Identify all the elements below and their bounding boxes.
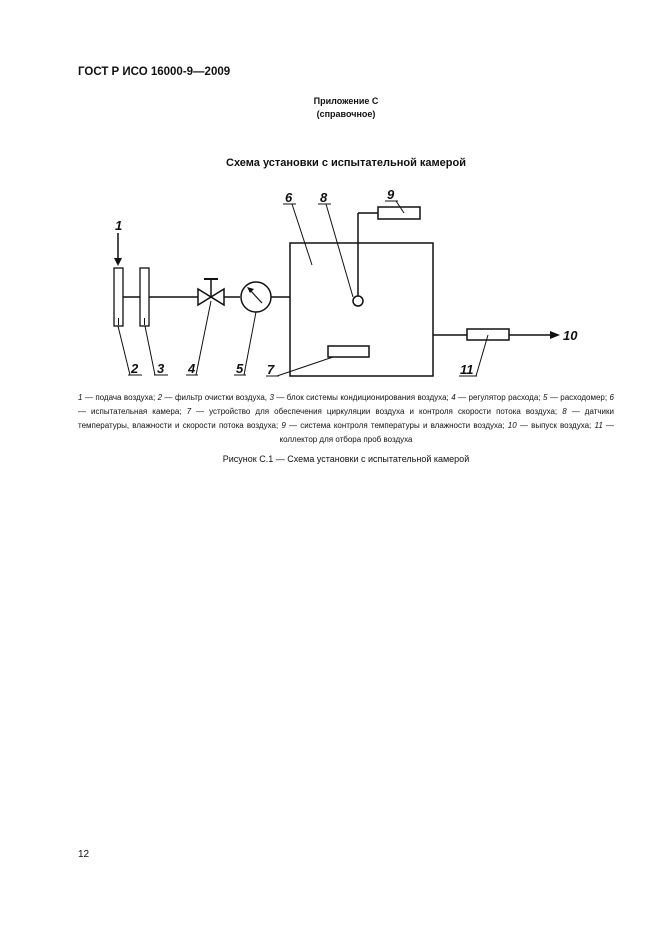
document-header: ГОСТ Р ИСО 16000-9—2009: [78, 66, 231, 78]
legend-item: 10 — выпуск воздуха;: [507, 421, 595, 430]
sensors: [353, 296, 363, 306]
air-conditioning-unit: [140, 268, 149, 326]
annex-title: Приложение С: [313, 96, 379, 106]
flowmeter-needle-tip: [247, 287, 254, 293]
legend-item: 3 — блок системы кондиционирования воздуха;: [269, 393, 452, 402]
setup-diagram: [0, 0, 661, 400]
legend-item: 9 — система контроля температуры и влажности воздуха;: [281, 421, 508, 430]
label-2: 2: [131, 361, 139, 376]
legend-item: 8 — датчики температуры, влажности и скорости потока воздуха;: [78, 407, 614, 430]
label-7: 7: [267, 362, 275, 377]
label-10: 10: [563, 328, 578, 343]
label-1: 1: [115, 218, 123, 233]
leader-3: [145, 326, 155, 375]
label-3: 3: [157, 361, 165, 376]
air-filter: [114, 268, 123, 326]
leader-6: [292, 204, 312, 265]
leader-2: [118, 326, 130, 375]
annex-note: (справочное): [316, 109, 376, 119]
control-system: [378, 207, 420, 219]
label-11: 11: [460, 362, 474, 377]
air-inlet-arrowhead: [114, 258, 122, 266]
legend-item: 7 — устройство для обеспечения циркуляции воздуха и контроля скорости потока воздуха;: [186, 407, 563, 416]
circulation-device: [328, 346, 369, 357]
label-5: 5: [236, 361, 244, 376]
flowmeter-needle: [250, 290, 262, 303]
legend-item: 5 — расходомер;: [542, 393, 610, 402]
legend-item: 4 — регулятор расхода;: [451, 393, 543, 402]
leader-4: [196, 301, 211, 375]
label-8: 8: [320, 190, 328, 205]
legend-item: 11 — коллектор для отбора проб воздуха: [279, 421, 614, 444]
legend-item: 1 — подача воздуха;: [78, 393, 158, 402]
scheme-title: Схема установки с испытательной камерой: [226, 157, 466, 169]
page-number: 12: [78, 849, 90, 860]
leader-5: [244, 312, 256, 375]
label-9: 9: [387, 187, 395, 202]
figure-caption: Рисунок С.1 — Схема установки с испытательной камерой: [222, 454, 470, 464]
legend-item: 2 — фильтр очистки воздуха,: [157, 393, 270, 402]
leader-7: [277, 357, 333, 376]
label-6: 6: [285, 190, 293, 205]
legend-item: 6 — испытательная камера;: [78, 393, 614, 416]
air-outlet-arrowhead: [550, 331, 560, 339]
figure-legend: [78, 391, 614, 447]
sampling-collector: [467, 329, 509, 340]
leader-8: [326, 204, 353, 297]
leader-11: [476, 335, 488, 376]
label-4: 4: [188, 361, 196, 376]
